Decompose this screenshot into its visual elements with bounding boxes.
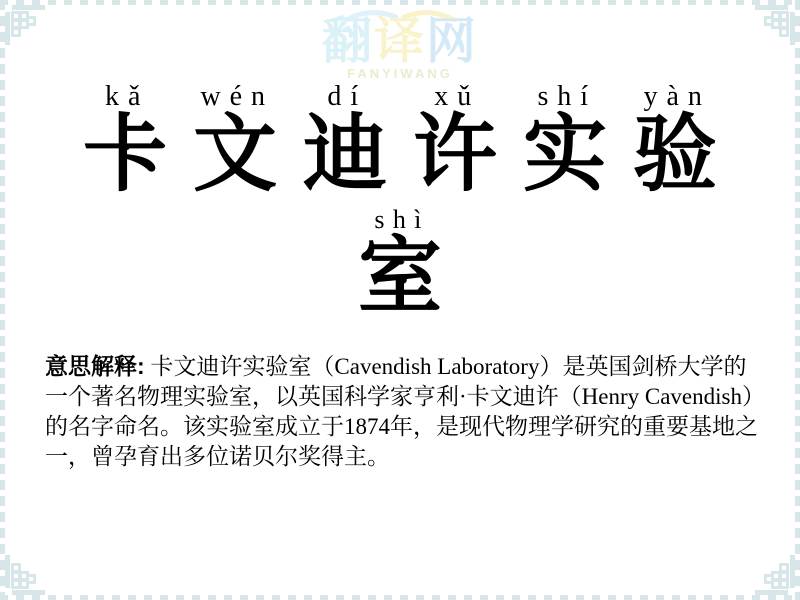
headword-syllable (180, 81, 290, 202)
page-border-bottom (0, 595, 800, 600)
pinyin-label: shí (537, 81, 598, 112)
pinyin-label: shì (374, 205, 430, 235)
hanzi-character: 实 (522, 108, 607, 202)
headword-syllable (290, 81, 400, 202)
corner-ornament-icon (0, 554, 46, 600)
corner-ornament-icon (754, 554, 800, 600)
pinyin-label: dí (327, 81, 368, 112)
definition-label: 意思解释: (45, 352, 145, 379)
headword-syllable (510, 81, 620, 202)
headword-syllable (620, 81, 730, 202)
watermark-char: 翻 (322, 13, 374, 69)
hanzi-character: 验 (632, 108, 717, 202)
hanzi-character: 卡 (82, 108, 167, 202)
headword-syllable (0, 205, 800, 325)
hanzi-character: 迪 (302, 108, 387, 202)
headword-syllable (400, 81, 510, 202)
hanzi-character: 文 (192, 108, 277, 202)
watermark-subtext: FANYIWANG (347, 66, 453, 81)
pinyin-label: yàn (643, 81, 711, 112)
pinyin-label: xǔ (434, 81, 481, 112)
watermark-char: 译 (374, 13, 426, 69)
definition-text: 卡文迪许实验室（Cavendish Laboratory）是英国剑桥大学的一个著名物理实验室，以英国科学家亨利·卡文迪许（Henry Cavendish）的名字命名。该实验室成立于1874年，是现代物理学研究的重要基地之一，曾孕育出多位诺贝尔奖得主。 (45, 353, 758, 469)
headword-line-2 (0, 205, 800, 325)
watermark-char: 网 (426, 13, 478, 69)
hanzi-character: 许 (412, 108, 497, 202)
hanzi-character: 室 (357, 231, 442, 325)
pinyin-label: wén (200, 81, 274, 112)
definition-paragraph (45, 351, 760, 472)
headword-line-1 (70, 81, 730, 202)
headword-syllable (70, 81, 180, 202)
pinyin-label: kǎ (105, 81, 150, 112)
